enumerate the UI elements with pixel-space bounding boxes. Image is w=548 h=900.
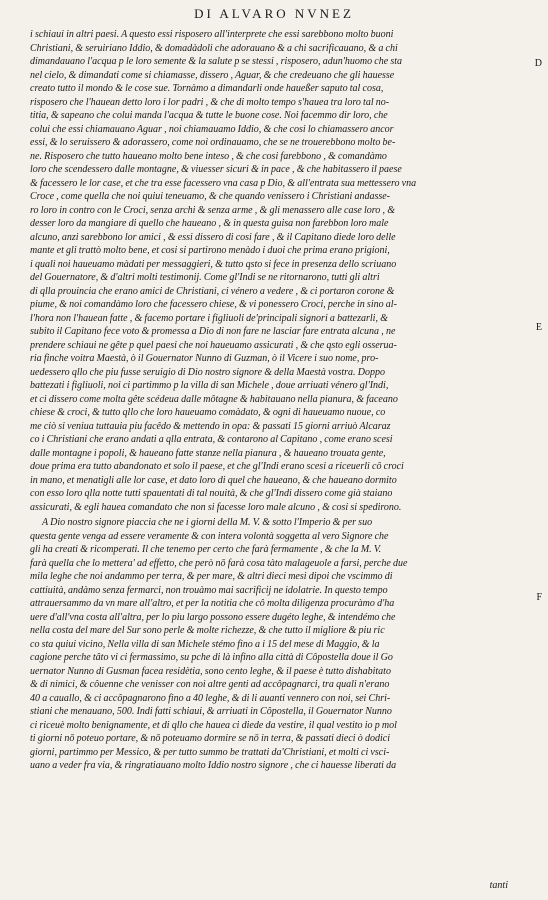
- text-line: nella costa del mare del Sur sono perle & molte richezze, & che tutto il migliore & piu ric: [30, 625, 385, 636]
- text-line: farà quella che lo mettera' ad effetto, che però nō farà cosa tàto malageuole a farsi, perche due: [30, 557, 408, 569]
- text-line: risposero che l'hauean detto loro i lor padri , & che di molto tempo s'hauea tra loro tal no-: [30, 96, 390, 108]
- text-line: subito il Capitano fece voto & promessa a Dio di non fare ne lasciar fare entrata alcuna , ne: [30, 326, 396, 337]
- text-line: attrauersammo da vn mare all'altro, et per la notitia che cô molta diligenza procuràmo d'ha: [30, 598, 395, 609]
- text-line: & facessero le lor case, et che tra esse facessero vna casa p Dio, & all'entrata sua mettessero vna: [30, 177, 417, 189]
- text-line: colui che essi chiamauano Aguar , noi chiamauamo Iddio, & che cosi lo chiamassero ancor: [30, 123, 394, 135]
- text-line: dimandauano l'acqua p le loro semente & la salute p se stessi , risposero, adun'huomo che sta: [30, 56, 403, 67]
- running-title: DI ALVARO NVNEZ: [194, 6, 354, 21]
- text-line: mila leghe che noi andammo per terra, & per mare, & altri dieci mesi dipoi che vscimmo di: [30, 571, 393, 582]
- text-line: questa gente venga ad essere veramente & con intera volontà soggetta al vero Signore che: [30, 530, 389, 542]
- catchword: tanti: [489, 880, 508, 891]
- text-line: doue prima era tutto abandonato et solo il paese, et che gl'Indi erano scesi a riceuerli cô croci: [30, 461, 404, 472]
- text-line: assicurati, & egli hauea comandato che non si facesse loro male alcuno , & cosi si spedirono.: [30, 501, 402, 513]
- text-line: desser loro da mangiare di quello che haueano , & in questa guisa non farebbon loro male: [30, 218, 389, 229]
- text-line: uano a veder fra via, & ringratiauano molto Iddio nostro signore , che ci hauesse liberati da: [30, 760, 397, 771]
- text-line: uedessero qllo che piu fusse seruigio di Dio nostro signore & della Maestà vostra. Doppo: [30, 366, 385, 378]
- text-line: prendere schiaui ne gête p quel paesi che noi haueuamo assicurati , & che qsto egli osserua-: [30, 339, 397, 351]
- text-line: ci riceuè molto benignamente, et di qllo che hauea ci diede da vestire, il qual vestito io p mol: [30, 719, 397, 731]
- text-line: ro loro in contro con le Croci, senza archi & senza arme , & gli menassero alle case loro , &: [30, 204, 395, 216]
- text-line: titia, & sapeano che colui manda l'acqua & tutte le buone cose. Noi facemmo dir loro, che: [30, 110, 388, 121]
- text-line: di qlla prouincia che erano amici de Christiani, ci vénero a vedere , & ci portaron corone &: [30, 285, 395, 297]
- text-line: del Gouernatore, & d'altri molti testimonij. Come gl'Indi se ne ritornarono, tutti gli altri: [30, 272, 380, 283]
- text-line: piume, & noi comandàmo loro che facessero chiese, & vi ponessero Croci, perche in sino al-: [30, 299, 397, 310]
- text-line: co sta quiui vicino, Nella villa di san Michele stémo fino a i 15 del mese di Maggio, & la: [30, 638, 380, 650]
- text-line: & di nimici, & côuenne che venisser con noi altre genti ad accôpagnarci, tra quali n'erano: [30, 679, 390, 690]
- paragraph-1: [30, 28, 528, 514]
- text-line: nel cielo, & dimandati come si chiamasse, dissero , Aguar, & che credeuano che gli hauesse: [30, 69, 395, 81]
- marginal-letter-d: D: [534, 58, 542, 69]
- text-line: 40 a cauallo, & ci accôpagnarono fino a 40 leghe, & di li auanti vennero con noi, sei Chri-: [30, 692, 391, 704]
- text-line: co i Christiani che erano andati a qlla entrata, & contarono al Capitano , come erano scesi: [30, 434, 393, 445]
- text-line: alcuno, anzi sarebbono lor amici , & essi dissero di cosi fare , & il Capitano diede loro delle: [30, 231, 396, 243]
- text-line: essi, & lo seruissero & adorassero, come noi ordinauamo, che se ne trouerebbono molto be-: [30, 137, 396, 148]
- text-line: me ciò si veniua tuttauia piu facêdo & mettendo in opa: & passati 15 giorni arriuò Alcaraz: [30, 420, 391, 432]
- marginal-letter-f: F: [536, 592, 542, 603]
- text-line: in mano, et menatigli alle lor case, et dato loro di quel che haueano, & che haueano dormito: [30, 474, 397, 486]
- text-line: et ci dissero come molta gête scédeua dalle môtagne & habitauano nella pianura, & faceano: [30, 393, 398, 405]
- text-line: mante et gli trattò molto bene, et cosi si partirono menàdo i duoi che prima erano prigioni,: [30, 245, 390, 256]
- text-line: loro che scendessero dalle montagne, & viuesser sicuri & in pace , & che habitassero il paese: [30, 164, 402, 175]
- text-line: battezati i figliuoli, noi ci partimmo p la villa di san Michele , doue arriuati vénero gl'Indi,: [30, 380, 389, 391]
- text-line: giorni, partimmo per Messico, & per tutto summo be trattati da'Christiani, et molti ci vsci-: [30, 746, 390, 758]
- text-line: creato tutto il mondo & le cose sue. Tornàmo a dimandarli onde haueßer saputo tal cosa,: [30, 83, 384, 94]
- text-line: l'hora non l'hauean fatte , & facemo portare i figliuoli de'principali signori a battezarli, &: [30, 312, 388, 324]
- text-line: uernator Nunno di Gusman facea residètia, sono cento leghe, & il paese è tutto dishabitato: [30, 665, 391, 677]
- text-line: A Dio nostro signore piaccia che ne i giorni della M. V. & sotto l'Imperio & per suo: [42, 517, 373, 528]
- text-line: con esso loro qlla notte tutti spauentati di tal nouità, & che gl'Indi dissero come già staiano: [30, 488, 393, 499]
- text-line: ti giorni nō poteuo portare, & nō poteuamo dormire se nō in terra, & passati dieci ò dodici: [30, 733, 390, 744]
- text-line: gli ha creati & ricomperati. Il che tenemo per certo che farà fermamente , & che la M. V.: [30, 544, 382, 555]
- text-line: i schiaui in altri paesi. A questo essi risposero all'interprete che essi sarebbono molto buoni: [30, 29, 394, 40]
- text-line: cagione perche tâto vi ci fermassimo, su pche di là infino alla città di Côpostella doue il Go: [30, 652, 393, 663]
- text-line: chiese & croci, & tutto qllo che loro haueuamo comàdato, & ogni di haueuamo nuoue, co: [30, 407, 386, 418]
- marginal-letter-e: E: [535, 322, 542, 333]
- text-line: ne. Risposero che tutto haueano molto bene inteso , & che cosi farebbono , & comandàmo: [30, 150, 387, 162]
- text-line: Croce , come quella che noi quiui teneuamo, & che quando venissero i Christiani andasse-: [30, 191, 390, 202]
- text-line: i quali noi haueuamo màdati per messaggieri, & tutto qsto si fece in presenza dello scriuano: [30, 258, 397, 270]
- text-line: Christiani, & seruiriano Iddio, & domadàdoli che adorauano & a chi sacrificauano, & a chi: [30, 42, 398, 54]
- text-line: uere d'all'vna costa all'altra, per lo piu largo possono essere dugéto leghe, & intendémo che: [30, 611, 396, 623]
- text-line: dalle montagne i popoli, & haueano fatte stanze nella pianura , & haueano trouata gente,: [30, 447, 386, 459]
- text-line: stiani che menauano, 500. Indi fatti schiaui, & arriuati in Côpostella, il Gouernator Nunno: [30, 706, 392, 717]
- text-line: ria finche voitra Maestà, ò il Gouernator Nunno di Guzman, ò il Vicere i suo nome, pro-: [30, 353, 379, 364]
- text-line: cattiuità, andàmo senza fermarci, non trouàmo mai sacrificij ne idolatrie. In questo tempo: [30, 584, 388, 596]
- body-text: [30, 28, 528, 773]
- paragraph-2: [30, 516, 528, 773]
